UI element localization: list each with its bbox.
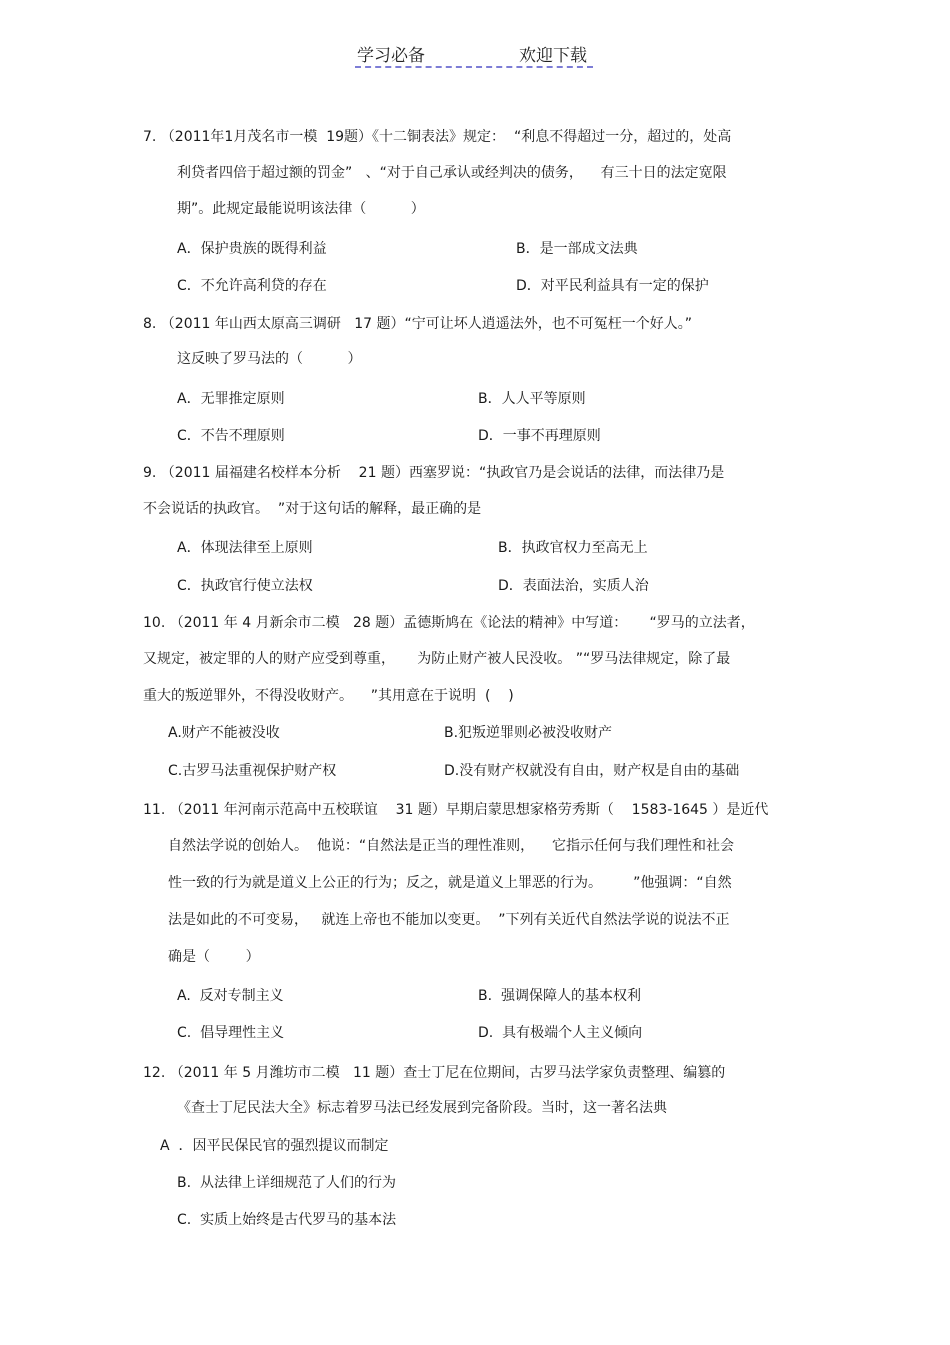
question-11-line-1: 11. （2011 年河南示范高中五校联谊 31 题）早期启蒙思想家格劳秀斯（ 1583-1645 ）是近代	[143, 802, 769, 818]
question-11-line-3: 性一致的行为就是道义上公正的行为；反之，就是道义上罪恶的行为。 ”他强调：“自然	[168, 875, 732, 891]
question-8-option-b: B．人人平等原则	[478, 391, 586, 407]
question-10-line-1: 10. （2011 年 4 月新余市二模 28 题）孟德斯鸠在《论法的精神》中写道： “罗马的立法者，	[143, 615, 755, 631]
question-10-line-3: 重大的叛逆罪外，不得没收财产。 ”其用意在于说明 ( )	[143, 688, 514, 704]
header-left-text: 学习必备	[357, 46, 425, 66]
question-11-line-5: 确是（ ）	[168, 949, 260, 965]
question-11-option-a: A. 反对专制主义	[177, 988, 284, 1004]
question-10-option-c: C.古罗马法重视保护财产权	[168, 763, 337, 779]
question-10-option-d: D.没有财产权就没有自由，财产权是自由的基础	[444, 763, 740, 779]
question-7-option-d: D．对平民利益具有一定的保护	[516, 278, 709, 294]
question-8-option-c: C．不告不理原则	[177, 428, 285, 444]
question-9-line-1: 9. （2011 届福建名校样本分析 21 题）西塞罗说：“执政官乃是会说话的法律，而法律乃是	[143, 465, 725, 481]
question-11-option-d: D. 具有极端个人主义倾向	[478, 1025, 643, 1041]
question-7-option-b: B．是一部成文法典	[516, 241, 638, 257]
question-8-option-d: D．一事不再理原则	[478, 428, 601, 444]
question-11-line-4: 法是如此的不可变易， 就连上帝也不能加以变更。 ”下列有关近代自然法学说的说法不正	[168, 912, 730, 928]
question-8-line-2: 这反映了罗马法的（ ）	[177, 351, 362, 367]
question-12-option-a: A ．因平民保民官的强烈提议而制定	[160, 1138, 389, 1154]
question-9-line-2: 不会说话的执政官。 ”对于这句话的解释，最正确的是	[143, 501, 482, 517]
page-header	[355, 40, 593, 68]
question-10-option-a: A.财产不能被没收	[168, 725, 280, 741]
question-7-line-1: 7. （2011年1月茂名市一模 19题）《十二铜表法》规定： “利息不得超过一分，超过的，处高	[143, 129, 732, 145]
question-12-line-1: 12. （2011 年 5 月潍坊市二模 11 题）查士丁尼在位期间，古罗马法学家负责整理、编篡的	[143, 1065, 726, 1081]
question-12-line-2: 《查士丁尼民法大全》标志着罗马法已经发展到完备阶段。当时，这一著名法典	[177, 1100, 667, 1116]
question-11-line-2: 自然法学说的创始人。 他说：“自然法是正当的理性准则， 它指示任何与我们理性和社会	[168, 838, 734, 854]
question-8-line-1: 8. （2011 年山西太原高三调研 17 题）“宁可让坏人逍遥法外，也不可冤枉一个好人。”	[143, 316, 693, 332]
question-8-option-a: A．无罪推定原则	[177, 391, 285, 407]
question-9-option-d: D．表面法治，实质人治	[498, 578, 649, 594]
question-7-line-2: 利贷者四倍于超过额的罚金” 、“对于自己承认或经判决的债务， 有三十日的法定宽限	[177, 165, 727, 181]
header-right-text: 欢迎下载	[519, 46, 587, 66]
question-10-option-b: B.犯叛逆罪则必被没收财产	[444, 725, 613, 741]
question-12-option-c: C. 实质上始终是古代罗马的基本法	[177, 1212, 397, 1228]
question-7-option-c: C．不允许高利贷的存在	[177, 278, 327, 294]
question-7-line-3: 期”。此规定最能说明该法律（ ）	[177, 201, 425, 217]
question-7-option-a: A．保护贵族的既得利益	[177, 241, 327, 257]
question-9-option-c: C．执政官行使立法权	[177, 578, 313, 594]
question-9-option-a: A．体现法律至上原则	[177, 540, 313, 556]
question-11-option-b: B. 强调保障人的基本权利	[478, 988, 641, 1004]
question-11-option-c: C. 倡导理性主义	[177, 1025, 285, 1041]
question-12-option-b: B. 从法律上详细规范了人们的行为	[177, 1175, 396, 1191]
question-9-option-b: B．执政官权力至高无上	[498, 540, 648, 556]
question-10-line-2: 又规定，被定罪的人的财产应受到尊重， 为防止财产被人民没收。 ”“罗马法律规定，除了最	[143, 651, 731, 667]
